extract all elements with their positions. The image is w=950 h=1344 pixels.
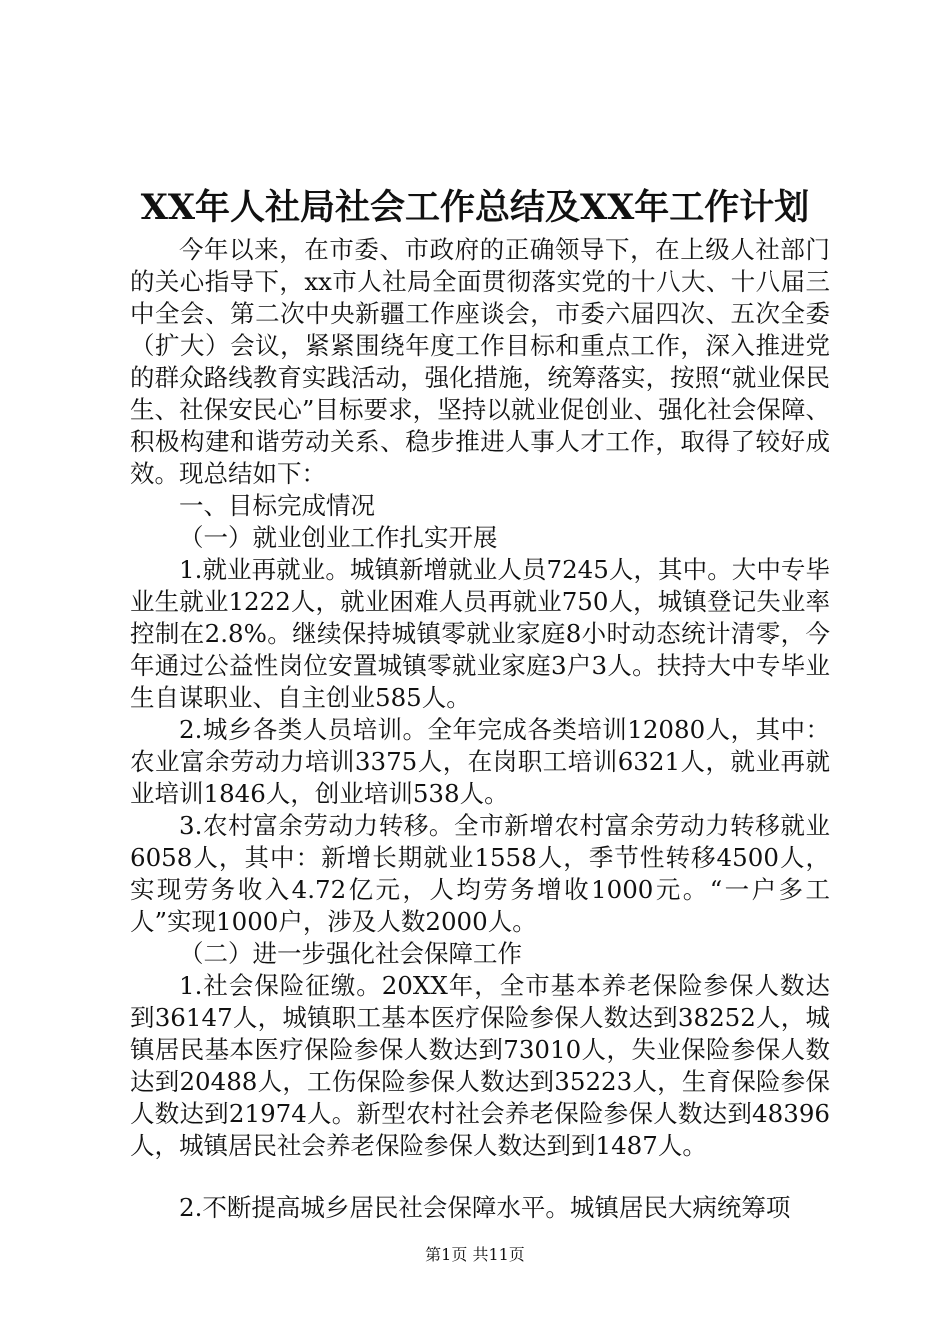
paragraph-employment: 1.就业再就业。城镇新增就业人员7245人，其中。大中专毕业生就业1222人，就业困难人员再就业750人，城镇登记失业率控制在2.8%。继续保持城镇零就业家庭8小时动态统计清零，今年通过公益性岗位安置城镇零就业家庭3户3人。扶持大中专毕业生自谋职业、自主创业585人。	[130, 555, 830, 712]
section-heading-1: 一、目标完成情况	[179, 491, 375, 520]
document-title: XX年人社局社会工作总结及XX年工作计划	[140, 187, 810, 228]
paragraph-labor-transfer: 3.农村富余劳动力转移。全市新增农村富余劳动力转移就业6058人，其中：新增长期就业1558人，季节性转移4500人，实现劳务收入4.72亿元，人均劳务增收1000元。“一户多工人”实现1000户，涉及人数2000人。	[130, 811, 830, 936]
subsection-heading-2: （二）进一步强化社会保障工作	[179, 939, 522, 968]
paragraph-social-security-level: 2.不断提高城乡居民社会保障水平。城镇居民大病统筹项	[179, 1193, 791, 1222]
subsection-heading-1: （一）就业创业工作扎实开展	[179, 523, 498, 552]
page-number-footer: 第1页 共11页	[425, 1245, 525, 1264]
intro-paragraph: 今年以来，在市委、市政府的正确领导下，在上级人社部门的关心指导下，xx市人社局全面贯彻落实党的十八大、十八届三中全会、第二次中央新疆工作座谈会，市委六届四次、五次全委（扩大）会议，紧紧围绕年度工作目标和重点工作，深入推进党的群众路线教育实践活动，强化措施，统筹落实，按照“就业保民生、社保安民心”目标要求，坚持以就业促创业、强化社会保障、积极构建和谐劳动关系、稳步推进人事人才工作，取得了较好成效。现总结如下：	[130, 235, 830, 488]
paragraph-gap	[130, 1162, 830, 1192]
paragraph-social-insurance: 1.社会保险征缴。20XX年，全市基本养老保险参保人数达到36147人，城镇职工基本医疗保险参保人数达到38252人，城镇居民基本医疗保险参保人数达到73010人，失业保险参保人数达到20488人，工伤保险参保人数达到35223人，生育保险参保人数达到21974人。新型农村社会养老保险参保人数达到48396人，城镇居民社会养老保险参保人数达到到1487人。	[130, 971, 830, 1160]
document-body	[130, 234, 830, 1224]
paragraph-training: 2.城乡各类人员培训。全年完成各类培训12080人，其中：农业富余劳动力培训3375人，在岗职工培训6321人，就业再就业培训1846人，创业培训538人。	[130, 715, 830, 808]
